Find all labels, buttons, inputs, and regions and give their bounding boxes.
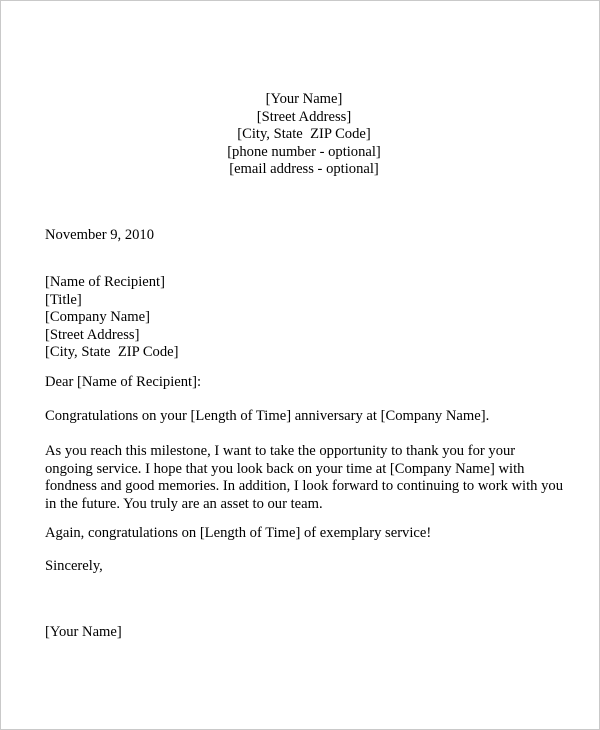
sender-street-address: [Street Address] <box>256 108 352 125</box>
sender-email: [email address - optional] <box>229 161 379 178</box>
recipient-name: [Name of Recipient] <box>45 274 165 290</box>
sender-city-state-zip: [City, State ZIP Code] <box>237 126 371 143</box>
recipient-street-address: [Street Address] <box>45 326 140 343</box>
recipient-address-block <box>45 274 179 362</box>
body-paragraph-again: Again, congratulations on [Length of Time] of exemplary service! <box>45 525 432 541</box>
letter-date: November 9, 2010 <box>45 227 155 243</box>
closing: Sincerely, <box>45 558 103 574</box>
signature-name: [Your Name] <box>45 624 122 640</box>
recipient-company: [Company Name] <box>45 309 150 326</box>
body-paragraph-congratulations: Congratulations on your [Length of Time] anniversary at [Company Name]. <box>45 408 490 424</box>
sender-address-block <box>1 91 600 179</box>
sender-phone: [phone number - optional] <box>227 143 381 160</box>
sender-name: [Your Name] <box>265 91 343 107</box>
salutation: Dear [Name of Recipient]: <box>45 374 201 390</box>
recipient-city-state-zip: [City, State ZIP Code] <box>45 344 179 361</box>
recipient-title: [Title] <box>45 291 82 308</box>
body-paragraph-milestone: As you reach this milestone, I want to take the opportunity to thank you for your ongoing service. I hope that you look back on your time at [Company Name] with fondness and good memories. In addition, I look forward to continuing to work with you in the future. You truly are an asset to our team. <box>45 443 563 512</box>
